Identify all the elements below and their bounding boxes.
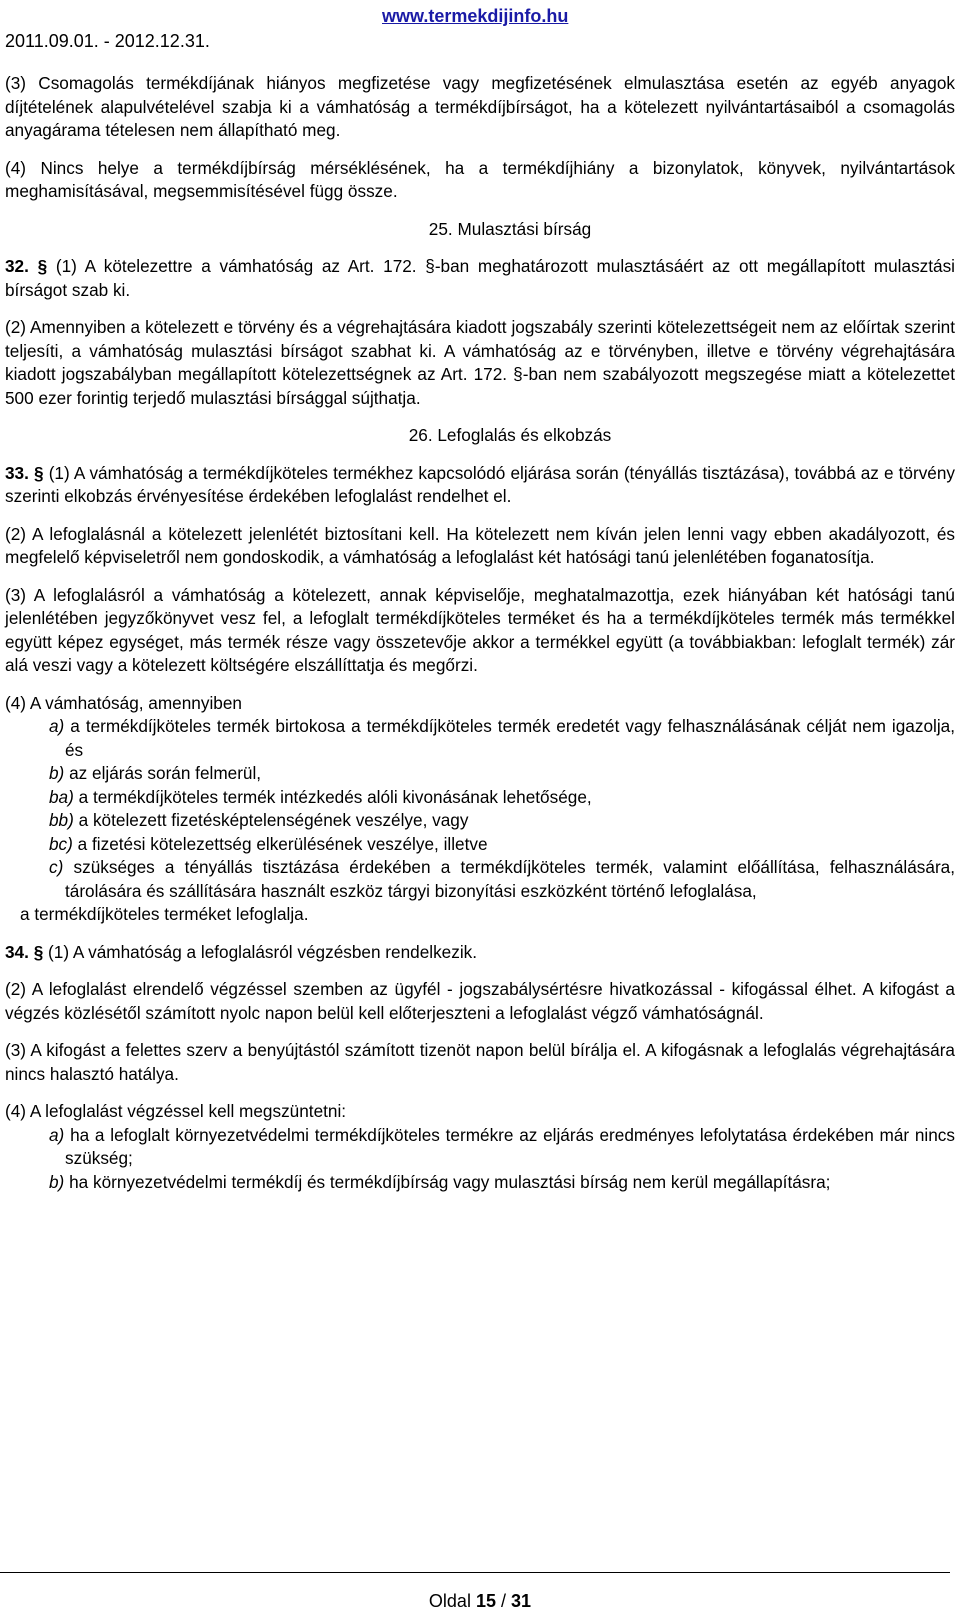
page-total: 31 — [511, 1591, 532, 1611]
section-34-4 — [5, 1100, 955, 1194]
list-item: a) ha a lefoglalt környezetvédelmi termékdíjköteles termékre az eljárás eredményes lefolytatása érdekében már nincs szükség; — [49, 1124, 955, 1168]
section-sign: § — [33, 941, 44, 962]
list-item: c) szükséges a tényállás tisztázása érdekében a termékdíjköteles termék, valamint előállítása, felhasználására, tárolására és szállítására használt eszköz tárgyi bizonyítási eszközként történő lefoglalása, — [49, 857, 955, 901]
section-number: 32. — [5, 256, 29, 276]
footer-divider — [0, 1572, 950, 1573]
header-date-range: 2011.09.01. - 2012.12.31. — [5, 31, 210, 51]
section-text: (1) A vámhatóság a termékdíjköteles termékhez kapcsolódó eljárása során (tényállás tisztázása), továbbá az e törvény szerinti elkobzás érvényesítése érdekében lefoglalást rendelhet el. — [5, 462, 956, 506]
section-number: 34. — [5, 941, 29, 962]
list-item: bb) a kötelezett fizetésképtelenségének veszélye, vagy — [49, 810, 469, 830]
page-separator: / — [501, 1591, 507, 1611]
section-text: (1) A kötelezettre a vámhatóság az Art. 172. §-ban meghatározott mulasztásáért az ott megállapított mulasztási bírságot szab ki. — [5, 256, 955, 300]
list-item: b) ha környezetvédelmi termékdíj és termékdíjbírság vagy mulasztási bírság nem kerül megállapításra; — [49, 1171, 831, 1192]
list-tail: a termékdíjköteles terméket lefoglalja. — [20, 904, 309, 924]
heading-26: 26. Lefoglalás és elkobzás — [408, 425, 612, 445]
section-sign: § — [34, 462, 44, 483]
section-33-4 — [5, 692, 955, 927]
section-34-2: (2) A lefoglalást elrendelő végzéssel szemben az ügyfél - jogszabálysértésre hivatkozással - kifogással élhet. A kifogást a végzés közlésétől számított nyolc napon belül kell előterjeszteni a lefoglalást végző vámhatóságnál. — [5, 979, 955, 1023]
section-number: 33. — [5, 462, 29, 483]
paragraph-24-3: (3) Csomagolás termékdíjának hiányos megfizetése vagy megfizetésének elmulasztása esetén az egyéb anyagok díjtételének alapulvételével szabja ki a vámhatóság a termékdíjbírságot, ha a kötelezett nyilvántartásaiból a csomagolás anyagárama tételesen nem állapítható meg. — [5, 73, 955, 140]
page-label: Oldal — [428, 1591, 471, 1611]
list-item: b) az eljárás során felmerül, — [49, 763, 262, 783]
list-item: a) a termékdíjköteles termék birtokosa a termékdíjköteles termék eredetét vagy felhasználásának célját nem igazolja, és — [49, 716, 955, 760]
section-33-1 — [5, 462, 955, 509]
section-34-3: (3) A kifogást a felettes szerv a benyújtástól számított tizenöt napon belül bírálja el. A kifogásnak a lefoglalás végrehajtására nincs halasztó hatálya. — [5, 1040, 955, 1084]
header-website-link[interactable]: www.termekdijinfo.hu — [382, 6, 569, 26]
section-34-1 — [5, 941, 955, 965]
list-item: bc) a fizetési kötelezettség elkerülésének veszélye, illetve — [49, 833, 488, 854]
section-33-3: (3) A lefoglalásról a vámhatóság a kötelezett, annak képviselője, meghatalmazottja, ezek hiányában két hatósági tanú jelenlétében jegyzőkönyvet vesz fel, a lefoglalt termékdíjköteles terméket és ha a termékdíjköteles termék más termékkel együtt képez egységet, más termék része vagy összetevője akkor a termékkel együtt (a továbbiakban: lefoglalt termék) zár alá veszi vagy a kötelezett költségére elszállíttatja és megőrzi. — [5, 584, 955, 675]
section-32-1 — [5, 255, 955, 302]
heading-25: 25. Mulasztási bírság — [428, 218, 592, 239]
page-footer — [0, 1590, 960, 1614]
list-intro: (4) A lefoglalást végzéssel kell megszüntetni: — [5, 1101, 347, 1121]
section-text: (1) A vámhatóság a lefoglalásról végzésben rendelkezik. — [48, 941, 478, 962]
paragraph-24-4: (4) Nincs helye a termékdíjbírság mérséklésének, ha a termékdíjhiány a bizonylatok, könyvek, nyilvántartások meghamisításával, megsemmisítésével függ össze. — [5, 157, 955, 201]
section-32-2: (2) Amennyiben a kötelezett e törvény és a végrehajtására kiadott jogszabály szerinti kötelezettségeit nem az előírtak szerint teljesíti, a vámhatóság mulasztási bírságot szabhat ki. A vámhatóság az e törvényben, illetve e törvény végrehajtására kiadott jogszabályban megállapított kötelezettségnek az Art. 172. §-ban nem szabályozott megszegése miatt a kötelezettet 500 ezer forintig terjedő mulasztási bírsággal sújthatja. — [5, 317, 955, 408]
section-33-2: (2) A lefoglalásnál a kötelezett jelenlétét biztosítani kell. Ha kötelezett nem kíván jelen lenni vagy ebben akadályozott, és megfelelő képviseletről nem gondoskodik, a vámhatóság a lefoglalást két hatósági tanú jelenlétében foganatosítja. — [5, 523, 955, 567]
list-intro: (4) A vámhatóság, amennyiben — [5, 692, 242, 713]
document-body — [5, 72, 955, 1208]
list-item: ba) a termékdíjköteles termék intézkedés alóli kivonásának lehetősége, — [49, 786, 592, 807]
page-number: 15 — [475, 1591, 496, 1611]
section-sign: § — [37, 256, 48, 276]
